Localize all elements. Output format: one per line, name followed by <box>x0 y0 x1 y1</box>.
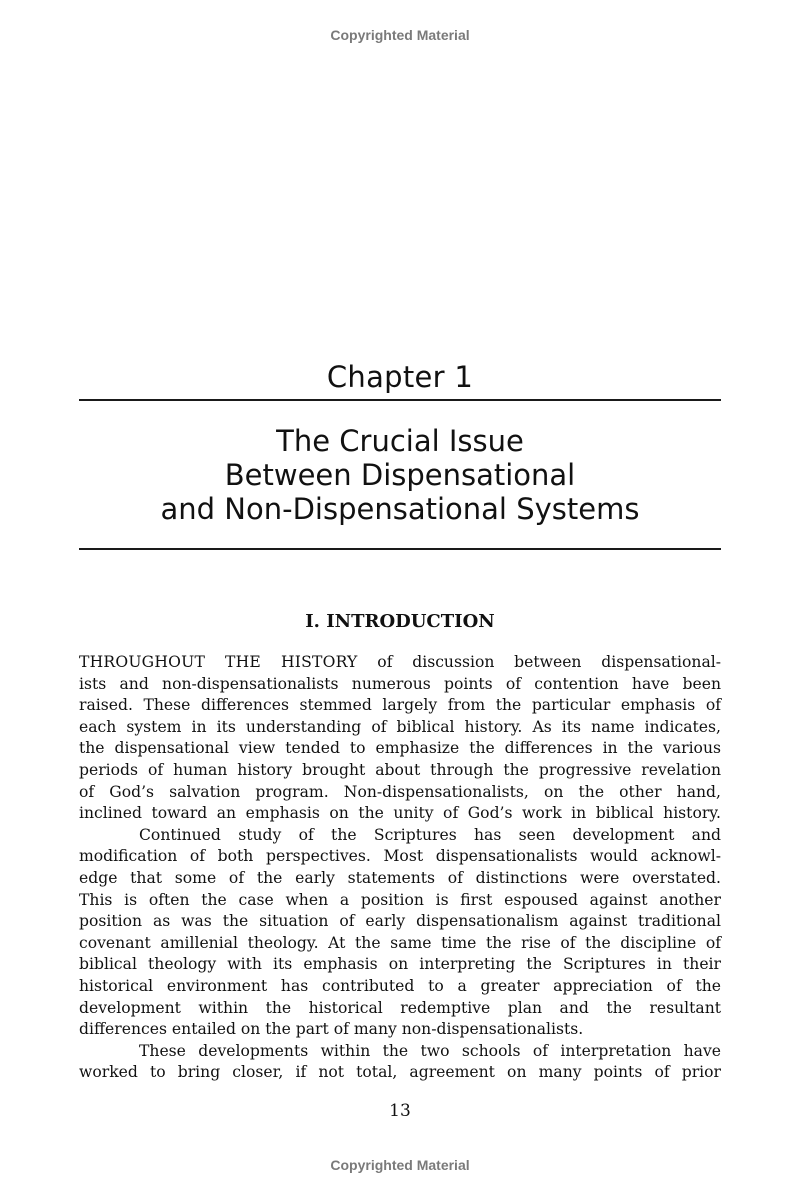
lead-in-caps: THROUGHOUT THE HISTORY <box>79 653 358 671</box>
text-line: This is often the case when a position is first espoused against another <box>79 890 721 909</box>
text-line: biblical theology with its emphasis on interpreting the Scriptures in their <box>79 955 721 974</box>
text-line: historical environment has contributed to a greater appreciation of the <box>79 976 721 995</box>
chapter-title-line: The Crucial Issue <box>276 424 524 458</box>
chapter-label: Chapter 1 <box>326 360 474 394</box>
chapter-title-line: Between Dispensational <box>224 458 576 492</box>
text-line: inclined toward an emphasis on the unity of God’s work in biblical history. <box>79 804 721 823</box>
text-line: worked to bring closer, if not total, agreement on many points of prior <box>79 1063 721 1082</box>
text-line: Continued study of the Scriptures has seen development and <box>139 825 721 844</box>
text-line: differences entailed on the part of many non-dispensationalists. <box>79 1020 584 1039</box>
text-line: of God’s salvation program. Non-dispensationalists, on the other hand, <box>79 782 721 801</box>
text-line <box>79 652 721 674</box>
text-line: the dispensational view tended to emphasize the differences in the various <box>79 739 721 758</box>
text-line: periods of human history brought about through the progressive revelation <box>79 760 721 779</box>
text-line: edge that some of the early statements of distinctions were overstated. <box>79 868 721 887</box>
text-line: ists and non-dispensationalists numerous points of contention have been <box>79 674 721 693</box>
text-line: each system in its understanding of biblical history. As its name indicates, <box>79 717 721 736</box>
body-text <box>79 652 721 1084</box>
text-line: position as was the situation of early dispensationalism against traditional <box>79 912 721 931</box>
text-line: modification of both perspectives. Most dispensationalists would acknowl- <box>79 847 721 866</box>
page-number: 13 <box>389 1101 411 1121</box>
divider-bottom <box>79 548 721 550</box>
copyright-watermark-bottom: Copyrighted Material <box>330 1157 470 1173</box>
chapter-title-line: and Non-Dispensational Systems <box>160 492 640 526</box>
divider-top <box>79 399 721 401</box>
text-line: These developments within the two schools of interpretation have <box>139 1041 721 1060</box>
text-line: covenant amillenial theology. At the same time the rise of the discipline of <box>79 933 721 952</box>
section-heading: I. INTRODUCTION <box>305 611 495 632</box>
text-line: raised. These differences stemmed largely from the particular emphasis of <box>79 696 721 715</box>
chapter-title <box>0 424 800 526</box>
copyright-watermark-top: Copyrighted Material <box>330 27 470 43</box>
text-line: development within the historical redemptive plan and the resultant <box>79 998 721 1017</box>
text-line-rest: of discussion between dispensational- <box>357 653 722 671</box>
